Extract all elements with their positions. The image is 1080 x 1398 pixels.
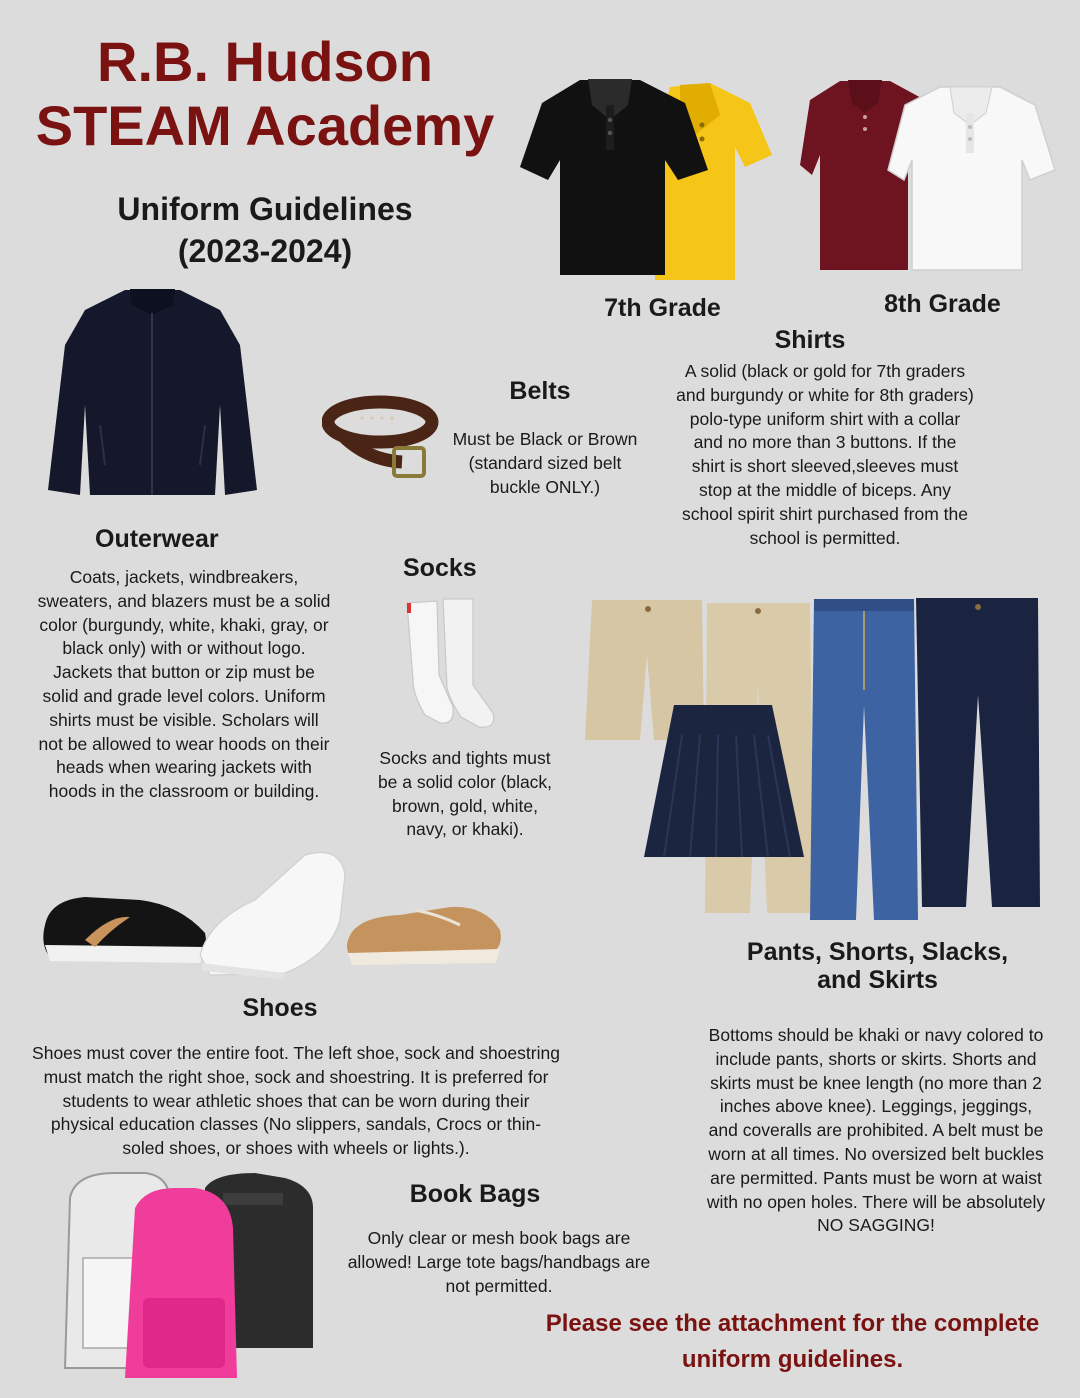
white-polo-icon	[888, 87, 1055, 270]
shoes-heading: Shoes	[242, 994, 318, 1022]
shirts-text: A solid (black or gold for 7th graders and burgundy or white for 8th graders) polo-type uniform shirt with a collar and no more than 3 buttons. If the shirt is short sleeved,sleeves must stop at the middle of biceps. Any school spirit shirt purchased from the school is permitted.	[676, 361, 974, 548]
pink-mesh-backpack-icon	[125, 1188, 237, 1378]
page-subtitle	[20, 188, 510, 272]
jacket-image	[45, 285, 260, 500]
footer-line-2: uniform guidelines.	[681, 1346, 904, 1373]
fleece-jacket-icon	[48, 289, 257, 495]
outerwear-text: Coats, jackets, windbreakers, sweaters, and blazers must be a solid color (burgundy, white, khaki, gray, or black only) with or without logo. Jackets that button or zip must be solid and grade level colors. Uniform shirts must be visible. Scholars will not be allowed to wear hoods on their heads when wearing jackets with hoods in the classroom or building.	[37, 567, 331, 802]
black-sneaker-icon	[43, 897, 206, 963]
outerwear-heading: Outerwear	[95, 525, 219, 553]
belts-heading: Belts	[509, 377, 571, 405]
polo-shirts-8th-grade-image	[800, 75, 1060, 275]
school-title	[20, 30, 510, 158]
belt-icon	[328, 402, 432, 476]
bottoms-heading	[720, 938, 1035, 994]
footer-line-1: Please see the attachment for the complete	[545, 1310, 1040, 1337]
bottoms-heading-line-2: and Skirts	[817, 966, 938, 994]
bottoms-image	[582, 595, 1042, 925]
navy-pants-icon	[916, 598, 1040, 907]
book-bags-image	[55, 1168, 317, 1388]
shoes-image	[40, 845, 505, 985]
white-sneaker-icon	[200, 853, 345, 980]
subtitle-line-2: (2023-2024)	[177, 233, 353, 269]
belt-image	[322, 390, 442, 490]
boat-shoe-icon	[347, 907, 501, 965]
footer-notice	[510, 1306, 1075, 1378]
socks-image	[395, 595, 505, 735]
subtitle-line-1: Uniform Guidelines	[117, 191, 413, 227]
white-socks-icon	[407, 599, 494, 727]
bottoms-text: Bottoms should be khaki or navy colored to include pants, shorts or skirts. Shorts and skirts must be knee length (no more than 2 inches above knee). Leggings, jeggings, and coveralls are prohibited. A belt must be worn at all times. No oversized belt buckles are permitted. Pants must be worn at waist with no open holes. There will be absolutely NO SAGGING!	[706, 1025, 1046, 1236]
socks-heading: Socks	[403, 554, 477, 582]
book-bags-heading: Book Bags	[409, 1180, 541, 1208]
book-bags-text: Only clear or mesh book bags are allowed! Large tote bags/handbags are not permitted.	[347, 1228, 651, 1296]
belts-text: Must be Black or Brown (standard sized belt buckle ONLY.)	[452, 429, 638, 497]
title-line-2: STEAM Academy	[35, 94, 495, 157]
shoes-text: Shoes must cover the entire foot. The left shoe, sock and shoestring must match the right shoe, sock and shoestring. It is preferred for students to wear athletic shoes that can be worn during their physical education classes (No slippers, sandals, Crocs or thin-soled shoes, or shoes with wheels or lights.).	[32, 1043, 560, 1159]
blue-jeans-icon	[810, 599, 918, 920]
shirts-heading: Shirts	[774, 326, 846, 354]
grade-7-label: 7th Grade	[604, 294, 721, 322]
title-line-1: R.B. Hudson	[97, 30, 433, 93]
socks-text: Socks and tights must be a solid color (black, brown, gold, white, navy, or khaki).	[377, 748, 553, 840]
polo-shirts-7th-grade-image	[520, 75, 775, 285]
bottoms-heading-line-1: Pants, Shorts, Slacks,	[746, 938, 1009, 966]
grade-8-label: 8th Grade	[884, 290, 1001, 318]
